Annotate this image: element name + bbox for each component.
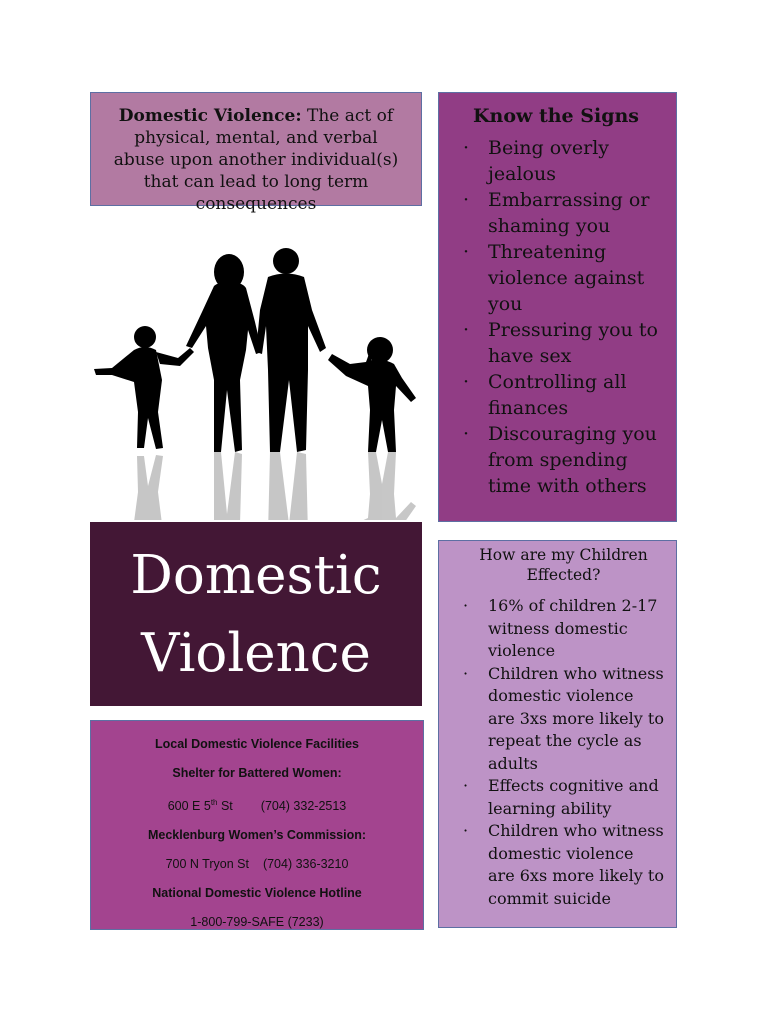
list-item: · Threatening violence against you	[463, 239, 662, 317]
commission-address: 700 N Tryon St	[165, 857, 249, 872]
definition-box	[90, 92, 422, 214]
list-item: · Being overly jealous	[463, 135, 662, 187]
shelter-address: 600 E 5th St	[167, 798, 233, 814]
list-item: · Effects cognitive and learning ability	[463, 775, 664, 820]
hotline-phone: 1-800-799-SAFE (7233)	[190, 915, 324, 930]
list-item: · Embarrassing or shaming you	[463, 187, 662, 239]
title-line-1: Domestic	[130, 545, 382, 606]
children-heading	[463, 545, 664, 585]
children-effects-box	[438, 540, 677, 928]
children-heading-line-2: Effected?	[526, 566, 601, 584]
family-silhouette-image	[90, 230, 422, 520]
list-item: · Discouraging you from spending time with others	[463, 421, 662, 499]
facilities-box	[90, 720, 424, 930]
facilities-heading: Local Domestic Violence Facilities	[154, 737, 360, 751]
definition-text: The act of physical, mental, and verbal abuse upon another individual(s) that can lead to long term consequences	[113, 106, 399, 214]
list-item: · Controlling all finances	[463, 369, 662, 421]
children-list	[463, 595, 664, 910]
know-the-signs-box	[438, 92, 677, 522]
list-item: · 16% of children 2-17 witness domestic violence	[463, 595, 664, 663]
commission-contact	[91, 850, 423, 879]
list-item: · Children who witness domestic violence are 6xs more likely to commit suicide	[463, 820, 664, 910]
children-heading-line-1: How are my Children	[479, 546, 648, 564]
title-line-2: Violence	[141, 623, 371, 684]
hotline-name: National Domestic Violence Hotline	[152, 886, 362, 901]
signs-heading: Know the Signs	[473, 105, 639, 127]
definition-term: Domestic Violence:	[118, 106, 302, 126]
list-item: · Children who witness domestic violence are 3xs more likely to repeat the cycle as adults	[463, 663, 664, 776]
commission-phone: (704) 336-3210	[262, 857, 349, 872]
shelter-contact	[91, 788, 423, 821]
shelter-name: Shelter for Battered Women:	[172, 766, 342, 780]
signs-list	[463, 135, 662, 499]
list-item: · Pressuring you to have sex	[463, 317, 662, 369]
title-block	[90, 522, 422, 706]
commission-name: Mecklenburg Women’s Commission:	[147, 828, 367, 843]
shelter-phone: (704) 332-2513	[260, 799, 347, 814]
